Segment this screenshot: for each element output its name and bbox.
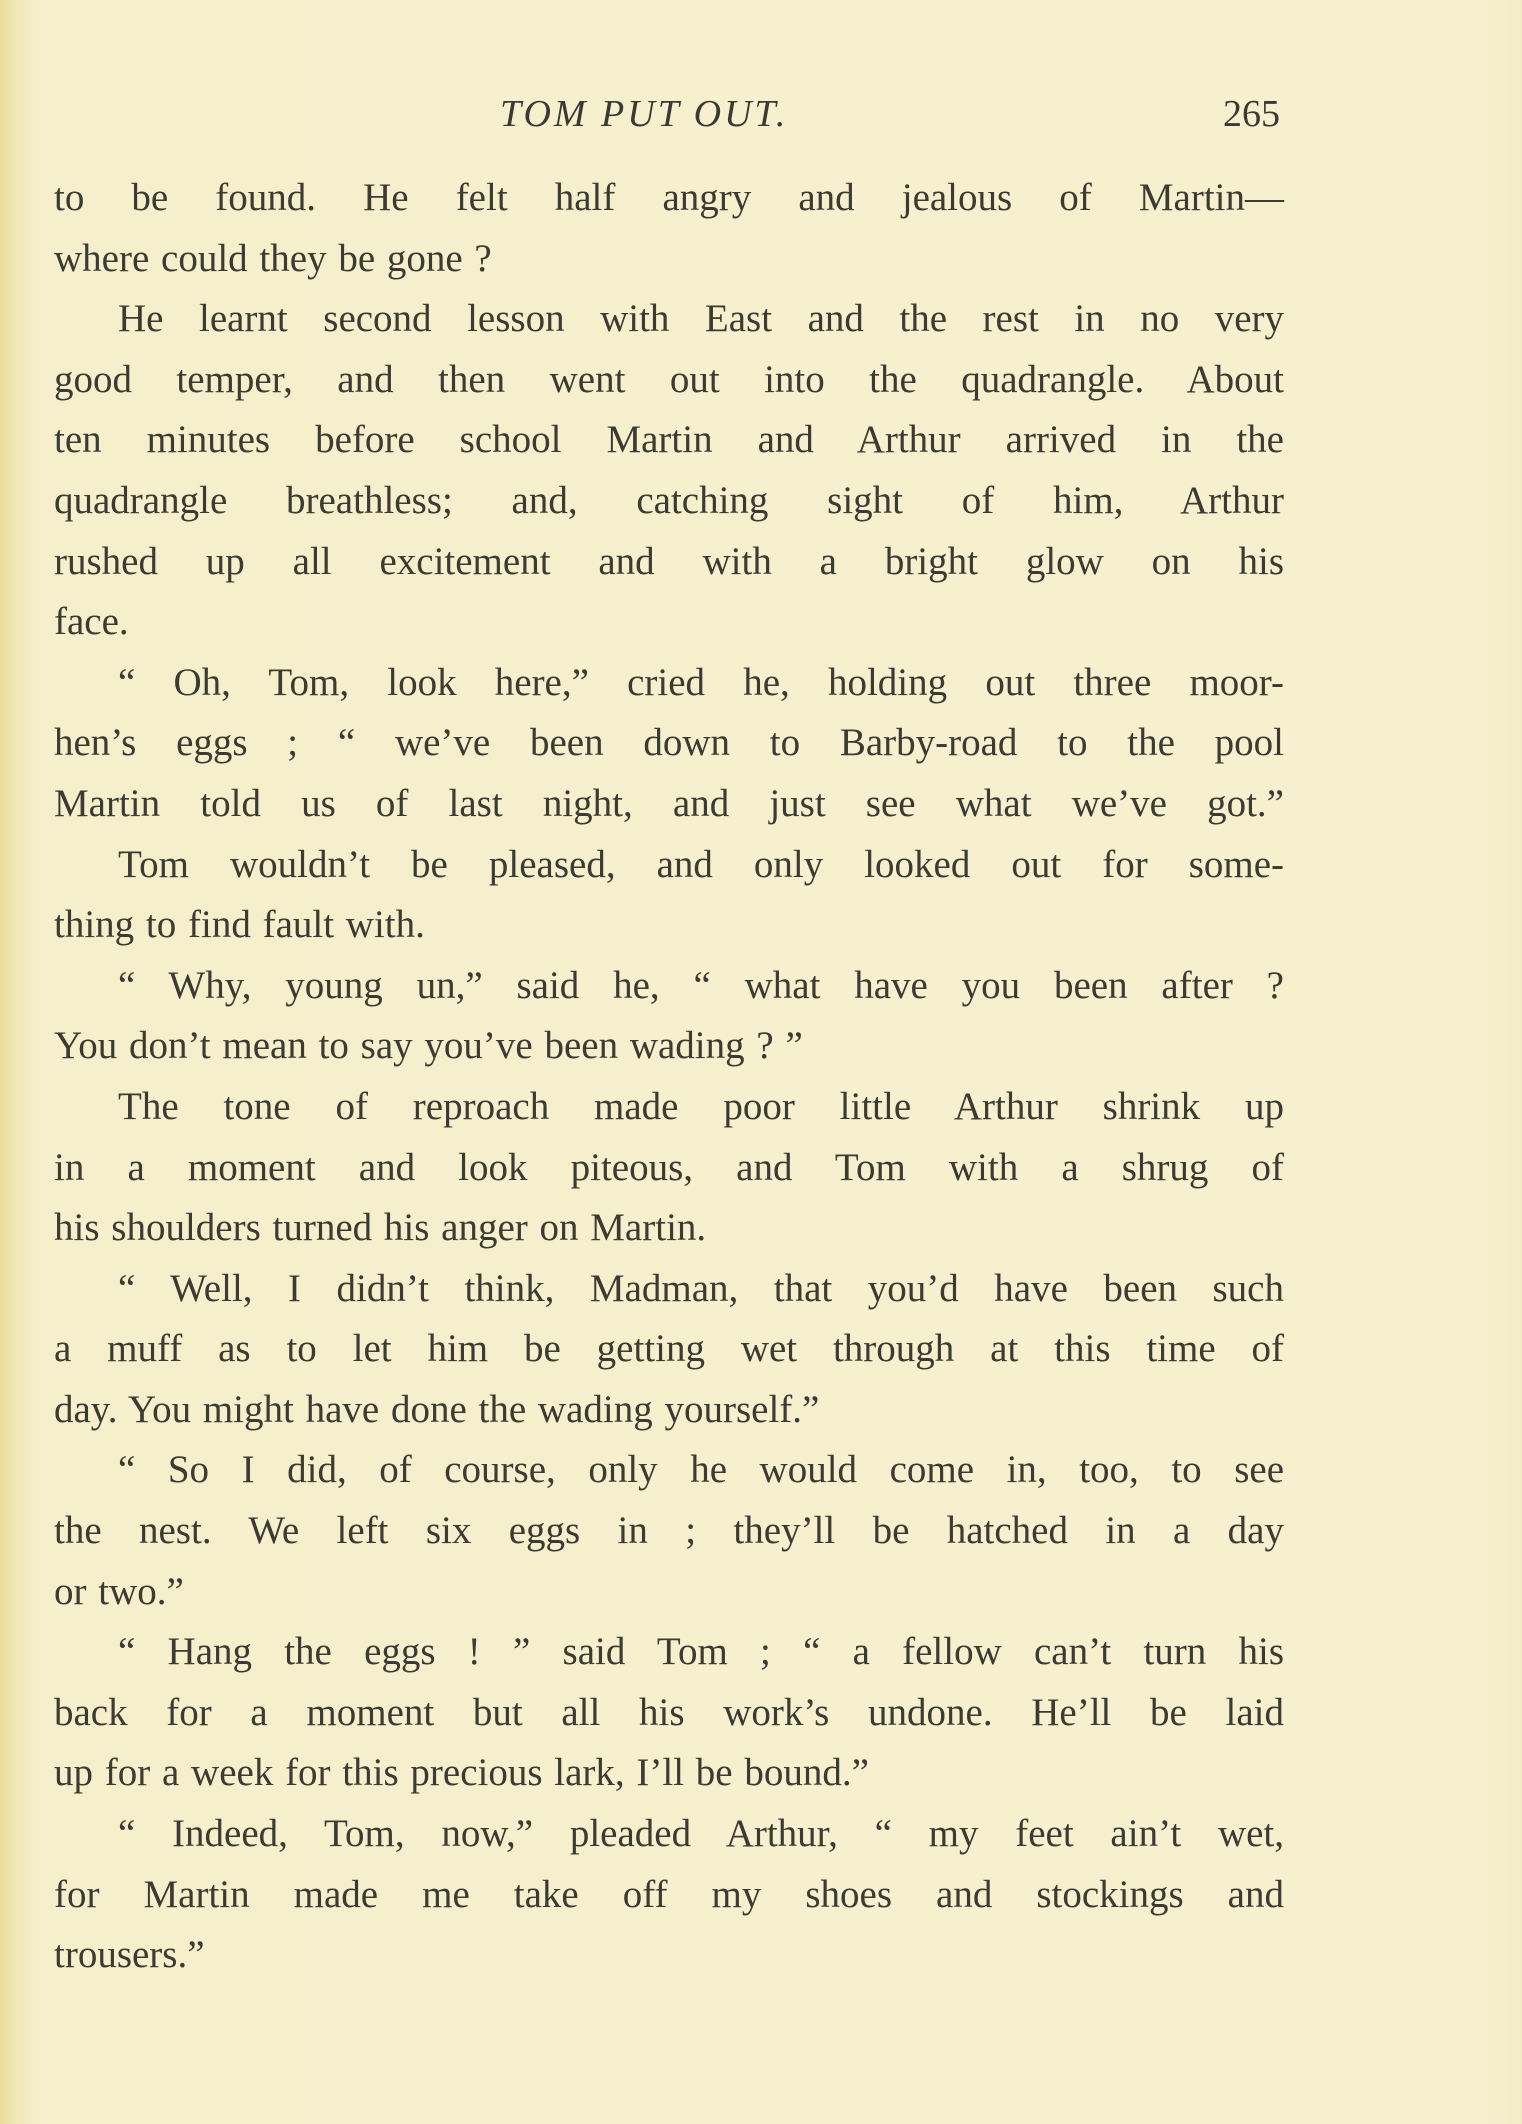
text-line: “ Hang the eggs ! ” said Tom ; “ a fellow can’t turn his bbox=[118, 1630, 1284, 1674]
text-line: rushed up all excitement and with a bright glow on his bbox=[54, 539, 1284, 583]
text-line: in a moment and look piteous, and Tom with a shrug of bbox=[54, 1145, 1284, 1189]
text-line: to be found. He felt half angry and jealous of Martin— bbox=[54, 176, 1284, 219]
text-line: “ Indeed, Tom, now,” pleaded Arthur, “ my feet ain’t wet, bbox=[118, 1812, 1284, 1856]
text-line: “ Well, I didn’t think, Madman, that you’d have been such bbox=[118, 1266, 1284, 1310]
text-line: the nest. We left six eggs in ; they’ll be hatched in a day bbox=[54, 1509, 1284, 1553]
text-line: “ Why, young un,” said he, “ what have you been after ? bbox=[118, 963, 1284, 1007]
text-line: up for a week for this precious lark, I’ll be bound.” bbox=[54, 1751, 869, 1795]
text-line: hen’s eggs ; “ we’ve been down to Barby-road to the pool bbox=[54, 721, 1284, 765]
text-line: The tone of reproach made poor little Arthur shrink up bbox=[118, 1084, 1284, 1128]
text-line: a muff as to let him be getting wet through at this time of bbox=[54, 1327, 1284, 1371]
text-line: You don’t mean to say you’ve been wading ? ” bbox=[54, 1024, 803, 1068]
text-line: quadrangle breathless; and, catching sight of him, Arthur bbox=[54, 478, 1284, 522]
text-line: He learnt second lesson with East and the rest in no very bbox=[118, 297, 1284, 341]
text-line: face. bbox=[54, 600, 129, 644]
text-line: trousers.” bbox=[54, 1933, 205, 1977]
body-text bbox=[54, 168, 1284, 1986]
text-line: back for a moment but all his work’s undone. He’ll be laid bbox=[54, 1690, 1284, 1734]
text-line: day. You might have done the wading yourself.” bbox=[54, 1387, 820, 1431]
text-line: good temper, and then went out into the quadrangle. About bbox=[54, 357, 1284, 401]
page-number: 265 bbox=[1223, 93, 1280, 135]
text-line: “ Oh, Tom, look here,” cried he, holding out three moor- bbox=[118, 660, 1284, 704]
page-header bbox=[60, 92, 1280, 142]
text-line: where could they be gone ? bbox=[54, 236, 492, 280]
text-line: thing to find fault with. bbox=[54, 903, 425, 947]
text-line: or two.” bbox=[54, 1569, 184, 1613]
running-head: TOM PUT OUT. bbox=[500, 93, 789, 135]
text-line: his shoulders turned his anger on Martin. bbox=[54, 1206, 707, 1250]
text-line: for Martin made me take off my shoes and stockings and bbox=[54, 1872, 1284, 1916]
text-line: ten minutes before school Martin and Arthur arrived in the bbox=[54, 418, 1284, 462]
text-line: Martin told us of last night, and just see what we’ve got.” bbox=[54, 781, 1284, 825]
text-line: Tom wouldn’t be pleased, and only looked out for some- bbox=[118, 842, 1284, 886]
text-line: “ So I did, of course, only he would come in, too, to see bbox=[118, 1448, 1284, 1492]
